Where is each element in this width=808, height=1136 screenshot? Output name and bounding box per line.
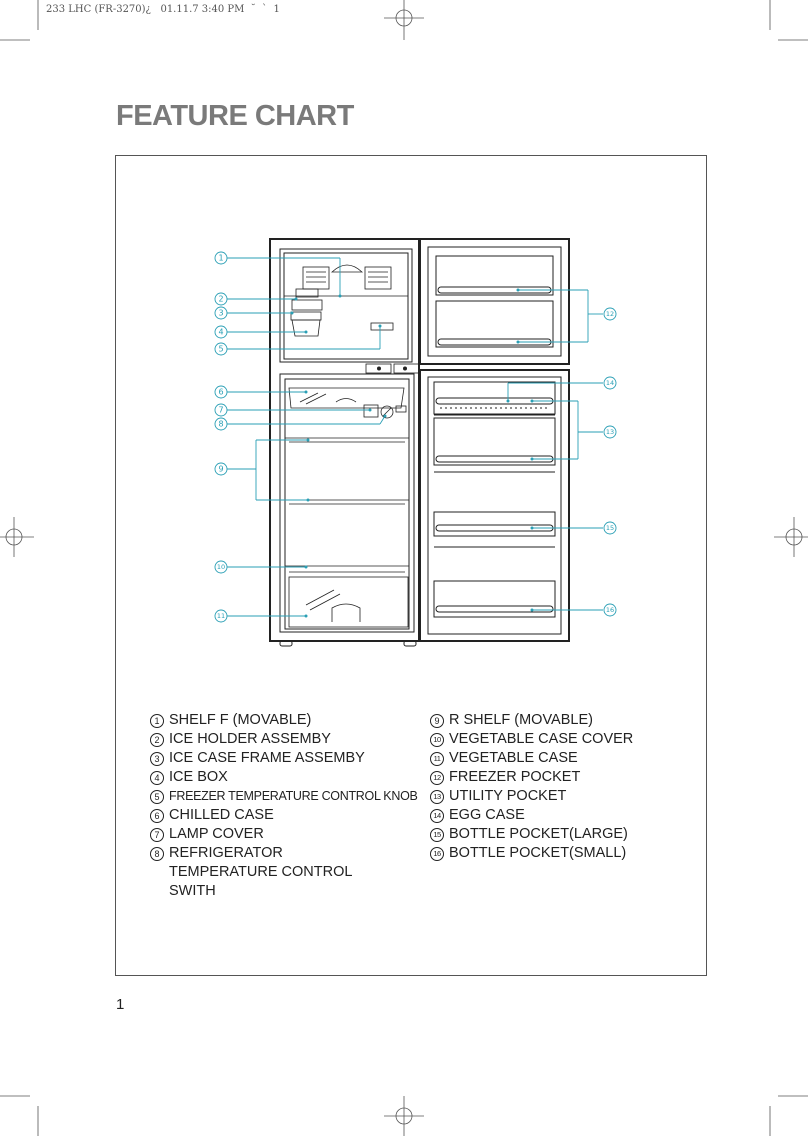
svg-text:5: 5 bbox=[218, 344, 224, 354]
callout-4 bbox=[215, 326, 227, 338]
page-title: FEATURE CHART bbox=[116, 100, 354, 132]
legend-label: SHELF F (MOVABLE) bbox=[169, 712, 312, 728]
legend-label: BOTTLE POCKET(LARGE) bbox=[449, 826, 628, 842]
svg-text:9: 9 bbox=[218, 464, 224, 474]
legend-label: VEGETABLE CASE COVER bbox=[449, 731, 634, 747]
legend-item bbox=[430, 787, 670, 806]
page-number: 1 bbox=[116, 996, 125, 1013]
legend-item bbox=[150, 768, 420, 787]
legend-number: 3 bbox=[150, 752, 164, 766]
legend-item bbox=[430, 711, 670, 730]
legend-number: 15 bbox=[430, 828, 444, 842]
legend-item bbox=[150, 825, 420, 844]
legend-number: 10 bbox=[430, 733, 444, 747]
legend-label: FREEZER TEMPERATURE CONTROL KNOB bbox=[169, 789, 418, 803]
legend-item bbox=[150, 806, 420, 825]
callout-3 bbox=[215, 307, 227, 319]
legend-item bbox=[150, 787, 420, 806]
callout-2 bbox=[215, 293, 227, 305]
legend-number: 8 bbox=[150, 847, 164, 861]
legend-item bbox=[430, 768, 670, 787]
legend-number: 6 bbox=[150, 809, 164, 823]
legend-number: 5 bbox=[150, 790, 164, 804]
callout-8 bbox=[215, 418, 227, 430]
legend-label: VEGETABLE CASE bbox=[449, 750, 578, 766]
legend-label: REFRIGERATOR TEMPERATURE CONTROL SWITH bbox=[169, 845, 352, 899]
freezer-compartment bbox=[284, 265, 419, 373]
callout-15 bbox=[604, 522, 616, 534]
legend-number: 12 bbox=[430, 771, 444, 785]
svg-text:13: 13 bbox=[605, 428, 615, 436]
callout-7 bbox=[215, 404, 227, 416]
legend-item bbox=[430, 806, 670, 825]
svg-text:12: 12 bbox=[605, 310, 615, 318]
callout-14 bbox=[604, 377, 616, 389]
legend-number: 13 bbox=[430, 790, 444, 804]
legend-number: 4 bbox=[150, 771, 164, 785]
legend-number: 9 bbox=[430, 714, 444, 728]
legend-number: 2 bbox=[150, 733, 164, 747]
svg-text:14: 14 bbox=[605, 379, 615, 387]
legend-label: CHILLED CASE bbox=[169, 807, 274, 823]
legend-item bbox=[150, 749, 420, 768]
legend-item bbox=[150, 844, 420, 901]
legend-item bbox=[150, 711, 420, 730]
legend-right bbox=[430, 711, 670, 863]
callout-12 bbox=[604, 308, 616, 320]
svg-text:4: 4 bbox=[218, 327, 224, 337]
callout-16 bbox=[604, 604, 616, 616]
callout-5 bbox=[215, 343, 227, 355]
callout-11 bbox=[215, 610, 227, 622]
svg-text:6: 6 bbox=[218, 387, 224, 397]
legend-label: R SHELF (MOVABLE) bbox=[449, 712, 593, 728]
legend-label: UTILITY POCKET bbox=[449, 788, 567, 804]
legend-item bbox=[430, 825, 670, 844]
svg-text:2: 2 bbox=[218, 294, 224, 304]
legend-item bbox=[430, 749, 670, 768]
legend-item bbox=[430, 844, 670, 863]
refrigerator-door bbox=[420, 370, 569, 641]
svg-text:11: 11 bbox=[216, 612, 226, 620]
legend-number: 7 bbox=[150, 828, 164, 842]
legend-label: LAMP COVER bbox=[169, 826, 264, 842]
legend-label: ICE CASE FRAME ASSEMBY bbox=[169, 750, 365, 766]
svg-text:10: 10 bbox=[216, 563, 226, 571]
callout-lines bbox=[227, 258, 603, 616]
callout-1 bbox=[215, 252, 227, 264]
svg-text:3: 3 bbox=[218, 308, 224, 318]
legend-label: ICE HOLDER ASSEMBY bbox=[169, 731, 331, 747]
svg-text:8: 8 bbox=[218, 419, 224, 429]
legend-number: 16 bbox=[430, 847, 444, 861]
legend-left bbox=[150, 711, 420, 901]
freezer-door bbox=[420, 239, 569, 364]
legend-item bbox=[150, 730, 420, 749]
legend-label: ICE BOX bbox=[169, 769, 228, 785]
legend-label: BOTTLE POCKET(SMALL) bbox=[449, 845, 627, 861]
print-slug: 233 LHC (FR-3270)¿ 01.11.7 3:40 PM ˘ ` 1 bbox=[46, 4, 280, 15]
callout-10 bbox=[215, 561, 227, 573]
legend-item bbox=[430, 730, 670, 749]
svg-text:1: 1 bbox=[218, 253, 224, 263]
svg-text:16: 16 bbox=[605, 606, 615, 614]
legend-number: 14 bbox=[430, 809, 444, 823]
svg-text:7: 7 bbox=[218, 405, 224, 415]
callout-6 bbox=[215, 386, 227, 398]
svg-text:15: 15 bbox=[605, 524, 615, 532]
legend-number: 1 bbox=[150, 714, 164, 728]
legend-label: FREEZER POCKET bbox=[449, 769, 581, 785]
legend-label: EGG CASE bbox=[449, 807, 525, 823]
legend-number: 11 bbox=[430, 752, 444, 766]
callout-13 bbox=[604, 426, 616, 438]
callout-9 bbox=[215, 463, 227, 475]
